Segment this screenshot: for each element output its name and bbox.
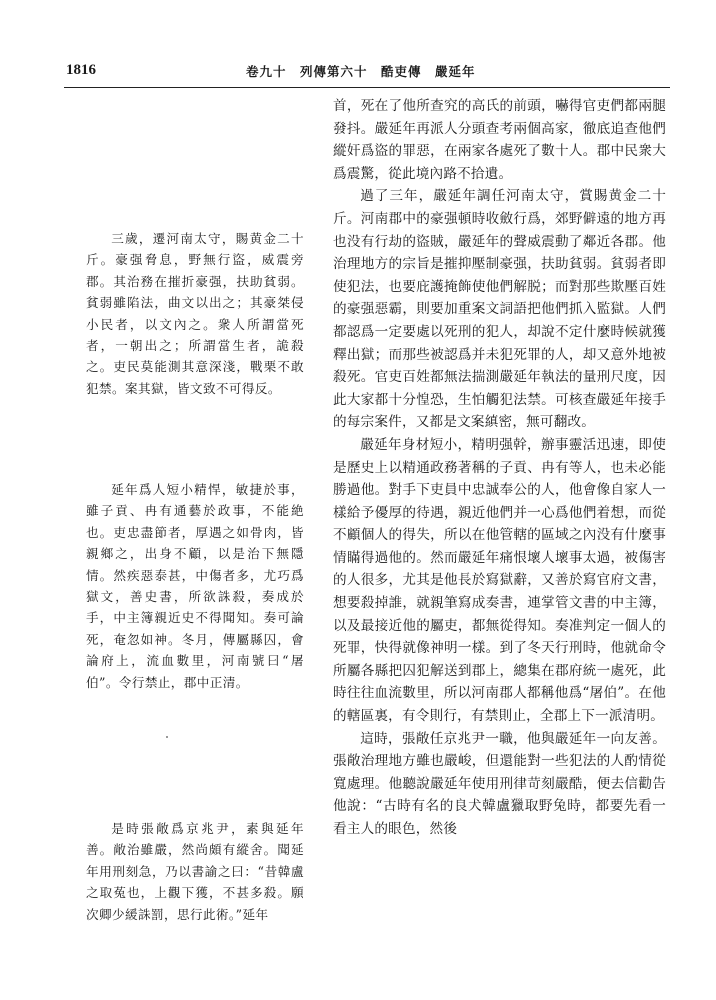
- classical-text-block-1: [86, 228, 304, 399]
- translation-paragraph: 首，死在了他所查究的高氏的前頭，嚇得官吏們都兩腿發抖。嚴延年再派人分頭查考兩個高家，徹底追查他們縱奸爲盜的罪惡，在兩家各處死了數十人。郡中民衆大爲震驚，從此境內路不拾遺。: [333, 98, 666, 182]
- page-number: 1816: [66, 62, 96, 78]
- translation-column: [333, 95, 666, 841]
- classical-paragraph: 三歲，遷河南太守，賜黄金二十斤。豪强脅息，野無行盜，威震旁郡。其治務在摧折豪强，扶助貧弱。貧弱雖陷法，曲文以出之；其豪桀侵小民者，以文內之。衆人所謂當死者，一朝出之；所謂當生者，詭殺之。吏民莫能測其意深淺，戰栗不敢犯禁。案其獄，皆文致不可得反。: [86, 231, 304, 396]
- translation-paragraph: 這時，張敞任京兆尹一職，他與嚴延年一向友善。張敞治理地方雖也嚴峻，但還能對一些犯法的人酌情從寬處理。他聽說嚴延年使用刑律苛刻嚴酷，便去信勸告他說：“古時有名的良犬韓盧獵取野兔時，都要先看一看主人的眼色，然後: [333, 730, 666, 837]
- classical-text-block-2: [86, 479, 304, 693]
- classical-text-block-3: [86, 818, 304, 925]
- header-divider: [64, 87, 670, 88]
- running-header: 卷九十 列傳第六十 酷吏傳 嚴延年: [246, 64, 476, 79]
- classical-paragraph: 是時張敞爲京兆尹，素與延年善。敞治雖嚴，然尚頗有縱舍。聞延年用刑刻急，乃以書諭之曰：“昔韓盧之取菟也，上觀下獲，不甚多殺。願次卿少緩誅罰，思行此術。”延年: [86, 821, 304, 922]
- translation-paragraph: 嚴延年身材短小，精明强幹，辦事靈活迅速，即使是歷史上以精通政務著稱的子貢、冉有等人，也未必能勝過他。對手下吏員中忠誠奉公的人，他會像自家人一樣給予優厚的待遇，親近他們并一心爲他們着想，而從不顧個人的得失，所以在他管轄的區域之內没有什麼事情瞞得過他的。然而嚴延年痛恨壞人壞事太過，被傷害的人很多，尤其是他長於寫獄辭，又善於寫官府文書，想要殺掉誰，就親筆寫成奏書，連掌管文書的中主簿，以及最接近他的屬吏，都無從得知。奏准判定一個人的死罪，快得就像神明一樣。到了冬天行刑時，他就命令所屬各縣把囚犯解送到郡上，總集在郡府統一處死，此時往往血流數里，所以河南郡人都稱他爲“屠伯”。在他的轄區裏，有令則行，有禁則止，全郡上下一派清明。: [333, 436, 666, 725]
- decorative-dot: [166, 736, 168, 738]
- translation-paragraph: 過了三年，嚴延年調任河南太守，賞賜黄金二十斤。河南郡中的豪强頓時收斂行爲，郊野僻遠的地方再也没有行劫的盜賊，嚴延年的聲威震動了鄰近各郡。他治理地方的宗旨是摧抑壓制豪强，扶助貧弱。貧弱者即使犯法，也要庇護掩飾使他們解脱；而對那些欺壓百姓的豪强惡霸，則要加重案文詞語把他們抓入監獄。人們都認爲一定要處以死刑的犯人，却說不定什麼時候就獲釋出獄；而那些被認爲并未犯死罪的人，却又意外地被殺死。官吏百姓都無法揣測嚴延年執法的量刑尺度，因此大家都十分惶恐，生怕觸犯法禁。可核查嚴延年接手的每宗案件，又都是文案縝密，無可翻改。: [333, 188, 666, 431]
- classical-paragraph: 延年爲人短小精悍，敏捷於事，雖子貢、冉有通藝於政事，不能絶也。吏忠盡節者，厚遇之如骨肉，皆親鄉之，出身不顧，以是治下無隱情。然疾惡泰甚，中傷者多，尤巧爲獄文，善史書，所欲誅殺，奏成於手，中主簿親近史不得聞知。奏可論死，奄忽如神。冬月，傳屬縣囚，會論府上，流血數里，河南號曰“屠伯”。令行禁止，郡中正清。: [86, 482, 304, 690]
